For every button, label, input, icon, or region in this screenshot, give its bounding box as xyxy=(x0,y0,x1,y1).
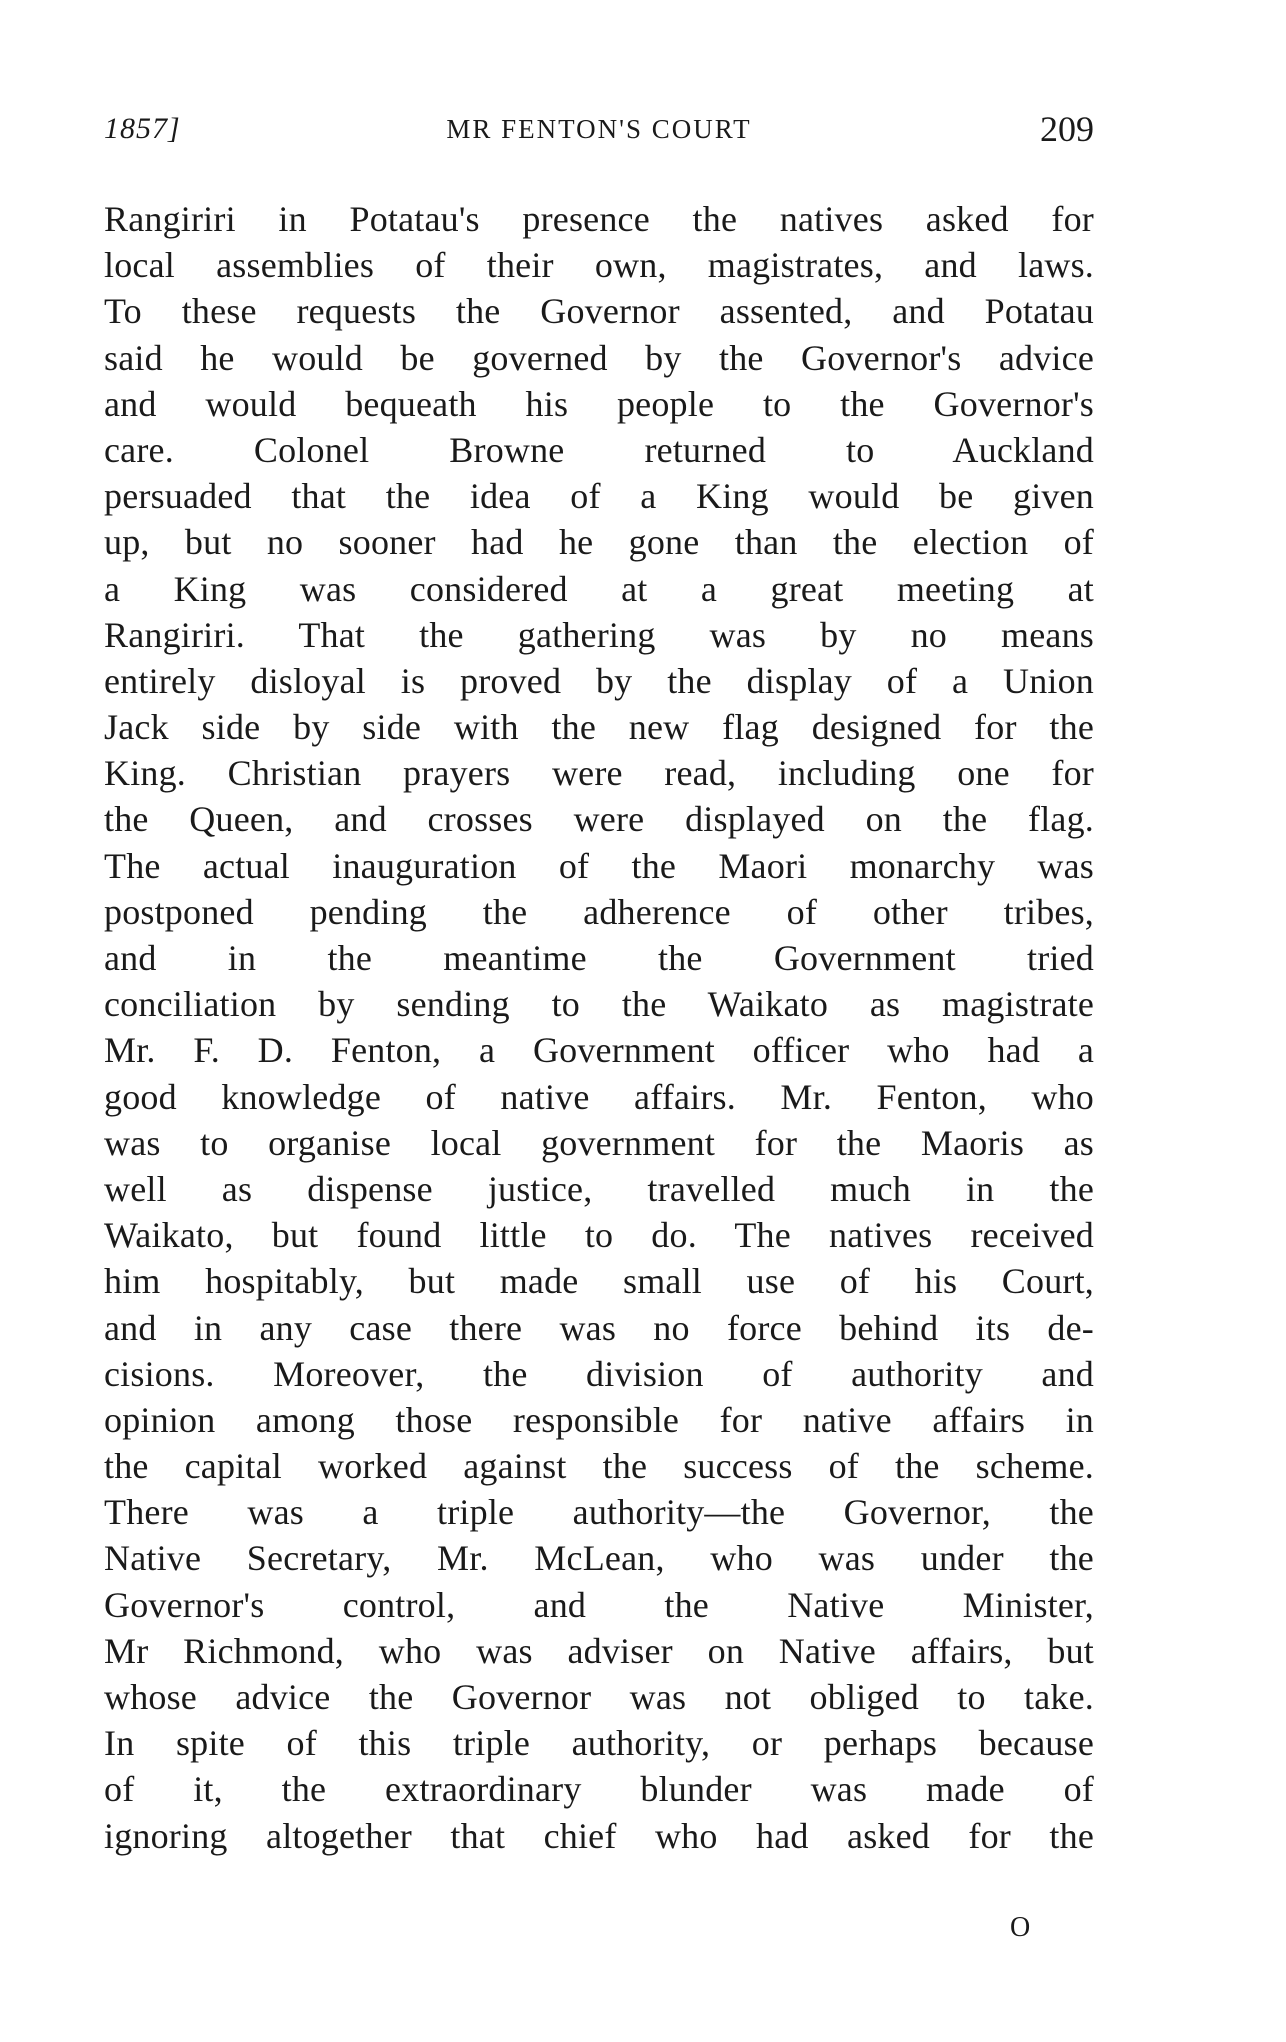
text-line: and in the meantime the Government tried xyxy=(104,938,1094,978)
text-line: well as dispense justice, travelled much in the xyxy=(104,1168,1094,1209)
text-line: cisions. Moreover, the division of authority and xyxy=(104,1353,1094,1394)
text-line: Governor's control, and the Native Minister, xyxy=(104,1584,1094,1625)
text-line: Mr. F. D. Fenton, a Government officer who had a xyxy=(104,1030,1094,1071)
text-line: Jack side by side with the new flag designed for the xyxy=(104,707,1094,748)
text-line: whose advice the Governor was not obliged to take. xyxy=(104,1677,1094,1717)
text-line: In spite of this triple authority, or perhaps because xyxy=(104,1723,1094,1764)
text-line: Native Secretary, Mr. McLean, who was under the xyxy=(104,1538,1094,1579)
text-line: conciliation by sending to the Waikato as magistrate xyxy=(104,984,1094,1025)
text-line: the Queen, and crosses were displayed on the flag. xyxy=(104,799,1094,840)
text-line: was to organise local government for the Maoris as xyxy=(104,1122,1094,1163)
running-head xyxy=(104,108,1094,158)
text-line: Rangiriri. That the gathering was by no means xyxy=(104,614,1094,655)
page-number: 209 xyxy=(1040,109,1094,149)
text-line: opinion among those responsible for native affairs in xyxy=(104,1399,1094,1440)
text-line: King. Christian prayers were read, including one for xyxy=(104,753,1094,794)
text-line: ignoring altogether that chief who had asked for the xyxy=(104,1815,1094,1856)
text-line: him hospitably, but made small use of his Court, xyxy=(104,1261,1094,1302)
text-line: and would bequeath his people to the Governor's xyxy=(104,383,1094,424)
text-line: Mr Richmond, who was adviser on Native affairs, but xyxy=(104,1630,1094,1671)
text-line: entirely disloyal is proved by the display of a Union xyxy=(104,660,1094,701)
signature-mark: O xyxy=(1010,1912,1031,1943)
text-line: good knowledge of native affairs. Mr. Fenton, who xyxy=(104,1076,1094,1117)
header-year: 1857] xyxy=(104,112,181,145)
text-line: There was a triple authority—the Governor, the xyxy=(104,1492,1094,1533)
text-line: Waikato, but found little to do. The natives received xyxy=(104,1215,1094,1256)
text-line: up, but no sooner had he gone than the election of xyxy=(104,522,1094,563)
text-line: said he would be governed by the Governor's advice xyxy=(104,337,1094,378)
text-line: postponed pending the adherence of other tribes, xyxy=(104,891,1094,932)
text-line: and in any case there was no force behind its de- xyxy=(104,1307,1094,1348)
text-line: persuaded that the idea of a King would be given xyxy=(104,476,1094,517)
text-line: Rangiriri in Potatau's presence the natives asked for xyxy=(104,199,1094,239)
text-line: care. Colonel Browne returned to Auckland xyxy=(104,429,1094,470)
text-line: the capital worked against the success of the scheme. xyxy=(104,1446,1094,1487)
text-line: of it, the extraordinary blunder was made of xyxy=(104,1769,1094,1810)
body-text xyxy=(104,196,1094,1859)
text-line: a King was considered at a great meeting at xyxy=(104,568,1094,609)
text-line: local assemblies of their own, magistrates, and laws. xyxy=(104,245,1094,286)
text-line: To these requests the Governor assented, and Potatau xyxy=(104,291,1094,332)
header-title: MR FENTON'S COURT xyxy=(446,114,752,144)
text-line: The actual inauguration of the Maori monarchy was xyxy=(104,845,1094,886)
